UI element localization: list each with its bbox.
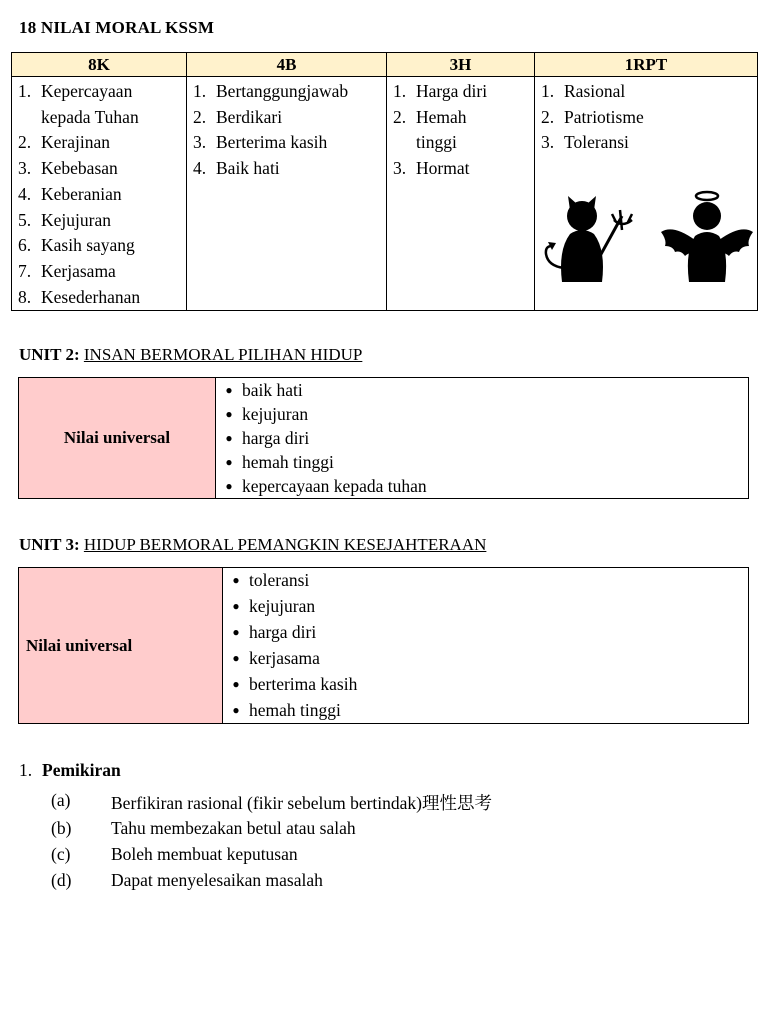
list-item-text: Kepercayaan <box>41 81 133 101</box>
cell-1rpt <box>535 77 758 311</box>
list-item <box>12 79 186 105</box>
pemikiran-item-label: (a) <box>51 790 71 810</box>
list-item-number: 4. <box>18 183 32 204</box>
list-item <box>535 130 757 156</box>
list-item <box>12 105 186 131</box>
list-item-text: tinggi <box>416 132 457 153</box>
list-item <box>187 130 386 156</box>
bullet-item <box>223 568 748 594</box>
bullet-text: hemah tinggi <box>242 452 334 472</box>
list-item-text: Kesederhanan <box>41 286 141 307</box>
list-item-number: 2. <box>193 106 207 127</box>
list-item <box>12 182 186 208</box>
list-item <box>387 105 534 131</box>
list-item-number: 3. <box>18 158 32 179</box>
bullet-text: kejujuran <box>242 404 309 424</box>
bullet-item <box>223 646 748 672</box>
unit3-row <box>19 568 749 724</box>
list-item-number: 3. <box>541 132 555 153</box>
cell-4b <box>187 77 387 311</box>
unit2-items <box>216 378 748 498</box>
list-item-number: 1. <box>393 81 407 101</box>
list-item <box>535 79 757 105</box>
list-item-number: 5. <box>18 209 32 230</box>
pemikiran-item-label: (d) <box>51 870 72 890</box>
bullet-text: harga diri <box>249 621 317 642</box>
pemikiran-title: Pemikiran <box>42 760 121 780</box>
bullet-text: kerjasama <box>249 647 320 668</box>
list-4b <box>187 77 386 182</box>
pemikiran-item-text: Boleh membuat keputusan <box>111 844 298 864</box>
unit3-heading <box>19 535 486 555</box>
bullet-item <box>223 594 748 620</box>
list-item <box>535 105 757 131</box>
unit3-items <box>223 568 748 723</box>
unit2-items-cell <box>216 378 749 499</box>
devil-angel-illustration <box>535 190 757 290</box>
list-item-text: Baik hati <box>216 158 280 179</box>
unit2-title: INSAN BERMORAL PILIHAN HIDUP <box>83 345 363 364</box>
unit3-prefix: UNIT 3: <box>19 535 80 554</box>
list-item-text: Kejujuran <box>41 209 111 230</box>
bullet-dot-icon: ● <box>232 624 240 639</box>
cell-8k <box>12 77 187 311</box>
bullet-dot-icon: ● <box>232 676 240 691</box>
pemikiran-item-text: Tahu membezakan betul atau salah <box>111 818 356 838</box>
bullet-dot-icon: ● <box>232 573 240 587</box>
list-item-text: Kerajinan <box>41 132 110 153</box>
list-item-number: 1. <box>193 81 207 101</box>
unit2-label: Nilai universal <box>19 378 216 499</box>
list-item <box>387 130 534 156</box>
pemikiran-item <box>51 844 298 865</box>
bullet-text: berterima kasih <box>249 673 358 694</box>
list-item <box>12 130 186 156</box>
list-item <box>187 156 386 182</box>
bullet-item <box>223 620 748 646</box>
angel-silhouette-icon <box>657 190 757 286</box>
bullet-text: harga diri <box>242 428 310 448</box>
unit2-row <box>19 378 749 499</box>
pemikiran-item <box>51 870 323 891</box>
unit3-table <box>18 567 749 724</box>
list-item-number <box>12 105 41 131</box>
bullet-text: kejujuran <box>249 595 316 616</box>
bullet-item <box>223 698 748 724</box>
list-item <box>387 79 534 105</box>
list-item-text: kepada Tuhan <box>41 106 139 127</box>
bullet-dot-icon: ● <box>225 407 233 421</box>
unit3-title: HIDUP BERMORAL PEMANGKIN KESEJAHTERAAN <box>83 535 487 554</box>
list-item-number: 2. <box>393 106 407 127</box>
unit3-items-cell <box>223 568 749 724</box>
list-1rpt <box>535 77 757 156</box>
list-item-text: Kasih sayang <box>41 235 135 256</box>
bullet-dot-icon: ● <box>225 431 233 445</box>
pemikiran-heading <box>19 760 121 781</box>
list-item-number: 7. <box>18 260 32 281</box>
bullet-item <box>216 378 748 402</box>
list-item-number: 2. <box>18 132 32 153</box>
bullet-item <box>216 402 748 426</box>
list-item-number <box>387 130 416 156</box>
list-item <box>12 208 186 234</box>
page-title: 18 NILAI MORAL KSSM <box>19 18 215 37</box>
list-item-text: Berdikari <box>216 106 283 127</box>
bullet-item <box>223 672 748 698</box>
list-item-text: Keberanian <box>41 183 122 204</box>
list-item-number: 1. <box>541 81 555 101</box>
list-item-number: 3. <box>193 132 207 153</box>
pemikiran-item-label: (c) <box>51 844 71 864</box>
bullet-item <box>216 474 748 498</box>
pemikiran-item <box>51 818 356 839</box>
bullet-item <box>216 426 748 450</box>
list-item-number: 4. <box>193 158 207 179</box>
bullet-text: baik hati <box>242 380 303 400</box>
list-item-text: Berterima kasih <box>216 132 328 153</box>
list-item-text: Bertanggungjawab <box>216 81 349 101</box>
list-item-text: Hemah <box>416 106 467 127</box>
values-table <box>11 52 758 311</box>
values-table-body-row <box>12 77 758 311</box>
list-item <box>12 156 186 182</box>
unit2-heading <box>19 345 362 365</box>
header-4b: 4B <box>187 53 387 77</box>
list-item-number: 6. <box>18 235 32 256</box>
header-1rpt: 1RPT <box>535 53 758 77</box>
values-table-header-row <box>12 53 758 77</box>
bullet-item <box>216 450 748 474</box>
bullet-dot-icon: ● <box>232 598 240 613</box>
unit2-table <box>18 377 749 499</box>
list-item <box>187 105 386 131</box>
bullet-text: toleransi <box>249 570 310 590</box>
list-item-text: Harga diri <box>416 81 488 101</box>
header-8k: 8K <box>12 53 187 77</box>
list-item-number: 3. <box>393 158 407 179</box>
list-item-text: Kerjasama <box>41 260 116 281</box>
list-item <box>12 233 186 259</box>
list-item <box>187 79 386 105</box>
bullet-dot-icon: ● <box>232 702 240 717</box>
list-item <box>387 156 534 182</box>
list-item <box>12 285 186 311</box>
list-item <box>12 259 186 285</box>
list-item-text: Hormat <box>416 158 470 179</box>
bullet-text: kepercayaan kepada tuhan <box>242 476 427 496</box>
list-item-number: 2. <box>541 106 555 127</box>
list-item-text: Kebebasan <box>41 158 118 179</box>
unit3-label: Nilai universal <box>19 568 223 724</box>
list-8k <box>12 77 186 310</box>
pemikiran-item-label: (b) <box>51 818 72 838</box>
pemikiran-item-text: Berfikiran rasional (fikir sebelum bertindak)理性思考 <box>111 793 493 813</box>
pemikiran-item <box>51 790 492 815</box>
unit2-prefix: UNIT 2: <box>19 345 80 364</box>
pemikiran-number: 1. <box>19 760 33 780</box>
list-3h <box>387 77 534 182</box>
list-item-text: Rasional <box>564 81 626 101</box>
pemikiran-item-text: Dapat menyelesaikan masalah <box>111 870 323 890</box>
list-item-text: Patriotisme <box>564 106 644 127</box>
list-item-number: 8. <box>18 286 32 307</box>
bullet-dot-icon: ● <box>225 479 233 493</box>
devil-silhouette-icon <box>540 190 640 286</box>
bullet-text: hemah tinggi <box>249 699 341 720</box>
bullet-dot-icon: ● <box>225 455 233 469</box>
bullet-dot-icon: ● <box>225 383 233 397</box>
list-item-text: Toleransi <box>564 132 629 153</box>
header-3h: 3H <box>387 53 535 77</box>
list-item-number: 1. <box>18 81 32 101</box>
cell-3h <box>387 77 535 311</box>
bullet-dot-icon: ● <box>232 650 240 665</box>
